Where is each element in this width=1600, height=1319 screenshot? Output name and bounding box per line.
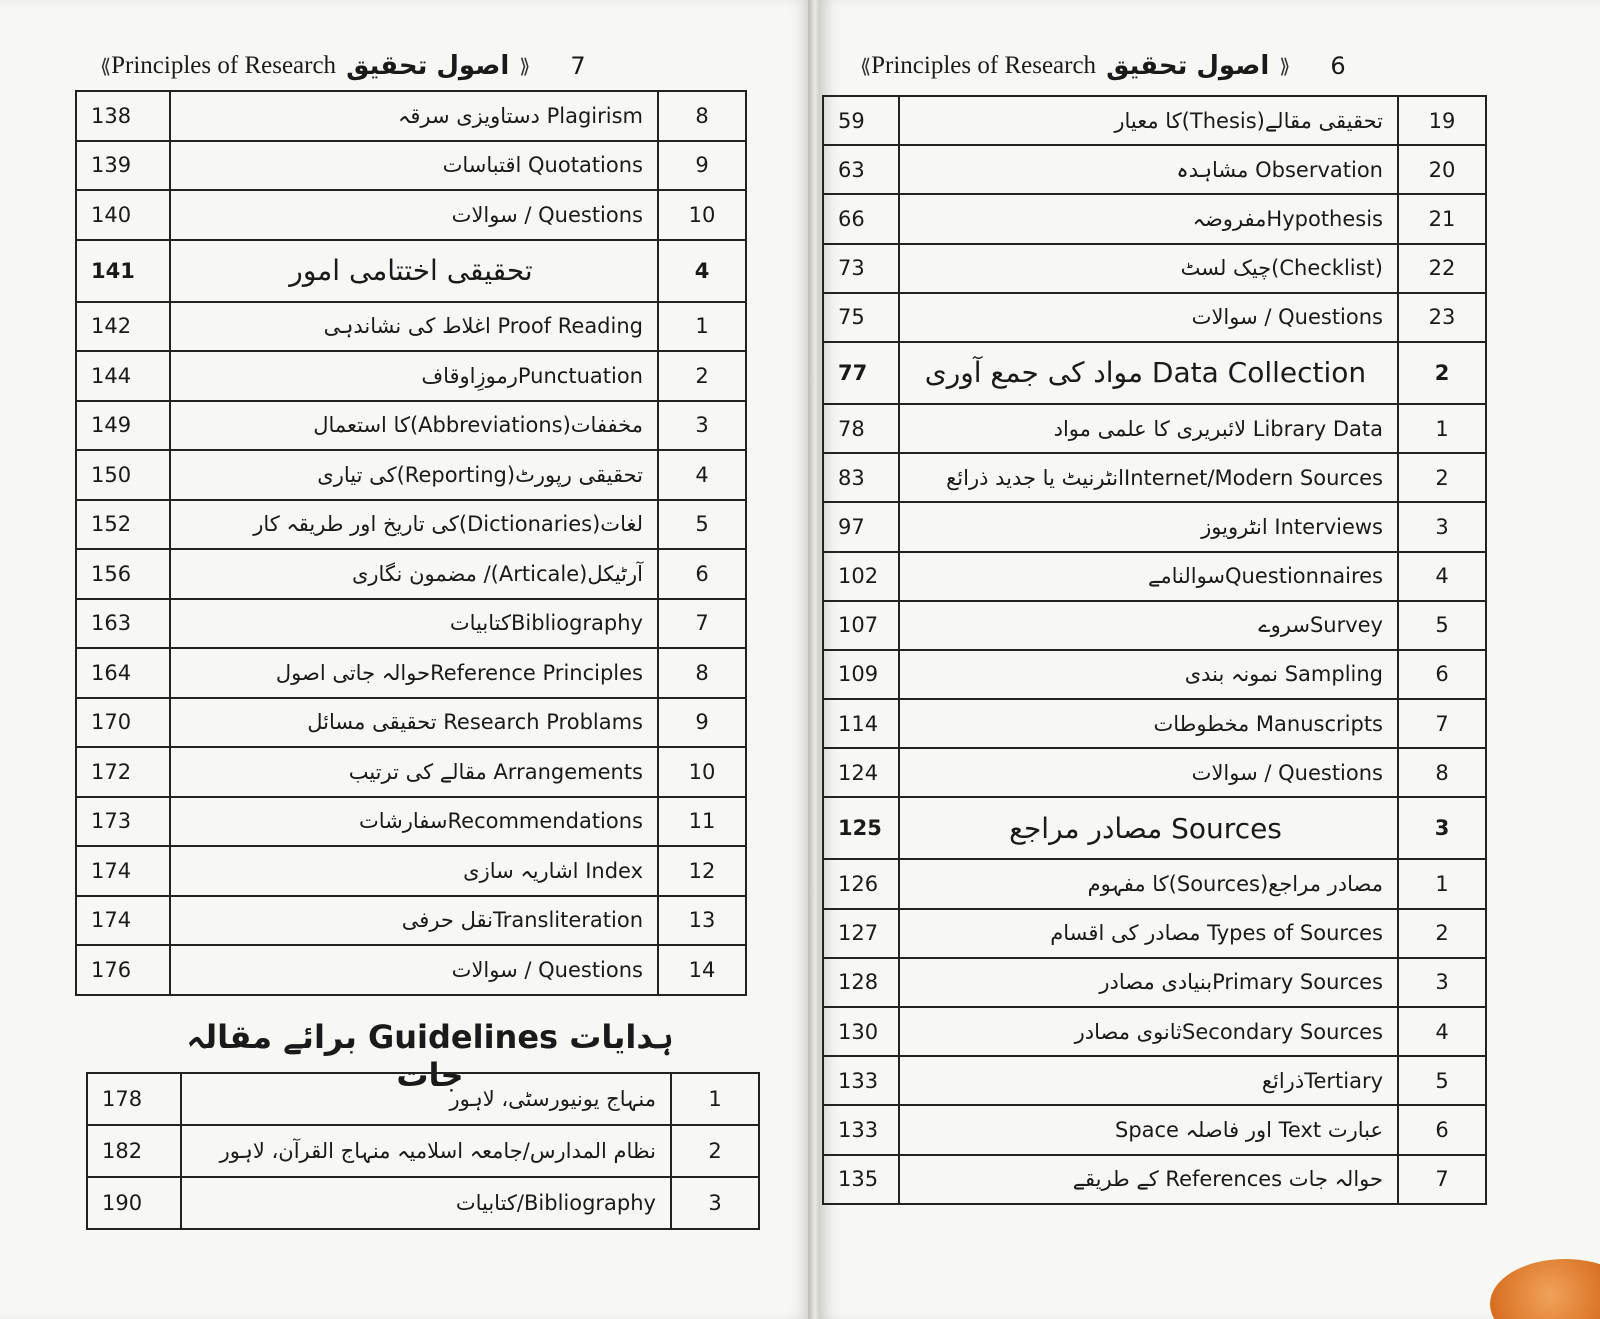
- section-heading-row: [823, 797, 1486, 859]
- ornament-icon: ⟫: [519, 54, 531, 78]
- entry-title-cell: Interviews انٹرویوز: [899, 502, 1398, 551]
- entry-number-cell: 4: [1398, 1007, 1486, 1056]
- entry-title-cell: عبارت Text اور فاصلہ Space: [899, 1105, 1398, 1154]
- entry-title-cell: Questions / سوالات: [899, 748, 1398, 797]
- entry-number-cell: 1: [1398, 859, 1486, 908]
- page-number-cell: 140: [76, 190, 170, 240]
- section-title-cell: Sources مصادر مراجع: [899, 797, 1398, 859]
- page-number-cell: 139: [76, 141, 170, 191]
- guidelines-heading: ہدایات Guidelines برائے مقالہ جات: [186, 1018, 674, 1094]
- page-number-cell: 78: [823, 404, 899, 453]
- entry-number-cell: 2: [1398, 342, 1486, 404]
- entry-number-cell: 7: [1398, 699, 1486, 748]
- page-number-cell: 164: [76, 648, 170, 698]
- page-number-cell: 172: [76, 747, 170, 797]
- page-number-cell: 133: [823, 1056, 899, 1105]
- ornament-icon: ⟪: [100, 54, 112, 78]
- entry-number-cell: 8: [1398, 748, 1486, 797]
- page-number-cell: 66: [823, 194, 899, 243]
- entry-title-cell: مصادر مراجع(Sources)کا مفہوم: [899, 859, 1398, 908]
- entry-title-cell: Quotations اقتباسات: [170, 141, 658, 191]
- page-number-cell: 133: [823, 1105, 899, 1154]
- entry-title-cell: Primary Sourcesبنیادی مصادر: [899, 958, 1398, 1007]
- page-number-cell: 114: [823, 699, 899, 748]
- entry-number-cell: 2: [658, 351, 746, 401]
- page-number-cell: 128: [823, 958, 899, 1007]
- entry-number-cell: 5: [1398, 1056, 1486, 1105]
- entry-number-cell: 1: [671, 1073, 759, 1125]
- page-number-cell: 182: [87, 1125, 181, 1177]
- section-title-cell: Data Collection مواد کی جمع آوری: [899, 342, 1398, 404]
- stain-mark: [1490, 1259, 1600, 1319]
- page-number-cell: 77: [823, 342, 899, 404]
- entry-number-cell: 19: [1398, 96, 1486, 145]
- entry-title-cell: Secondary Sourcesثانوی مصادر: [899, 1007, 1398, 1056]
- entry-title-cell: (Checklist)چیک لسٹ: [899, 244, 1398, 293]
- toc-row: [823, 293, 1486, 342]
- page-number: 7: [570, 52, 586, 80]
- page-number-cell: 107: [823, 601, 899, 650]
- toc-row: [823, 859, 1486, 908]
- toc-row: [76, 648, 746, 698]
- toc-row: [76, 797, 746, 847]
- page-number-cell: 170: [76, 698, 170, 748]
- entry-title-cell: تحقیقی رپورٹ(Reporting)کی تیاری: [170, 450, 658, 500]
- book-title-ur: اصول تحقیق: [1106, 51, 1270, 81]
- toc-row: [76, 401, 746, 451]
- entry-number-cell: 23: [1398, 293, 1486, 342]
- entry-number-cell: 3: [1398, 502, 1486, 551]
- ornament-icon: ⟪: [860, 54, 872, 78]
- entry-number-cell: 12: [658, 846, 746, 896]
- toc-row: [87, 1073, 759, 1125]
- toc-row: [76, 190, 746, 240]
- toc-row: [823, 552, 1486, 601]
- entry-title-cell: Questions / سوالات: [899, 293, 1398, 342]
- entry-title-cell: Tertiaryذرائع: [899, 1056, 1398, 1105]
- left-page-header: [100, 42, 680, 90]
- page-number-cell: 126: [823, 859, 899, 908]
- page-number-cell: 135: [823, 1155, 899, 1204]
- toc-row: [823, 453, 1486, 502]
- entry-title-cell: منہاج یونیورسٹی، لاہور: [181, 1073, 671, 1125]
- toc-row: [76, 351, 746, 401]
- entry-title-cell: آرٹیکل(Articale)/ مضمون نگاری: [170, 549, 658, 599]
- toc-row: [823, 194, 1486, 243]
- toc-row: [87, 1125, 759, 1177]
- toc-row: [823, 502, 1486, 551]
- page-number-cell: 63: [823, 145, 899, 194]
- entry-number-cell: 4: [658, 450, 746, 500]
- toc-row: [76, 846, 746, 896]
- page-number-cell: 156: [76, 549, 170, 599]
- entry-title-cell: حوالہ جات References کے طریقے: [899, 1155, 1398, 1204]
- entry-title-cell: Punctuationرموزِاوقاف: [170, 351, 658, 401]
- entry-number-cell: 10: [658, 190, 746, 240]
- entry-title-cell: Observation مشاہدہ: [899, 145, 1398, 194]
- book-title-ur: اصول تحقیق: [346, 51, 510, 81]
- page-number-cell: 75: [823, 293, 899, 342]
- page-number-cell: 174: [76, 896, 170, 946]
- entry-number-cell: 10: [658, 747, 746, 797]
- toc-row: [823, 1007, 1486, 1056]
- entry-number-cell: 3: [671, 1177, 759, 1229]
- entry-title-cell: Internet/Modern Sourcesانٹرنیٹ یا جدید ذرائع: [899, 453, 1398, 502]
- entry-number-cell: 6: [1398, 1105, 1486, 1154]
- entry-number-cell: 2: [671, 1125, 759, 1177]
- toc-row: [76, 747, 746, 797]
- entry-number-cell: 22: [1398, 244, 1486, 293]
- page-number-cell: 144: [76, 351, 170, 401]
- entry-title-cell: تحقیقی مقالے(Thesis)کا معیار: [899, 96, 1398, 145]
- page-number-cell: 97: [823, 502, 899, 551]
- entry-number-cell: 4: [1398, 552, 1486, 601]
- toc-row: [87, 1177, 759, 1229]
- book-title-en: Principles of Research: [871, 52, 1097, 79]
- toc-row: [76, 500, 746, 550]
- page-number-cell: 59: [823, 96, 899, 145]
- toc-table-left: [75, 90, 747, 996]
- entry-number-cell: 7: [658, 599, 746, 649]
- entry-number-cell: 6: [658, 549, 746, 599]
- toc-row: [823, 244, 1486, 293]
- entry-number-cell: 3: [658, 401, 746, 451]
- entry-number-cell: 8: [658, 91, 746, 141]
- page-number-cell: 163: [76, 599, 170, 649]
- page-number-cell: 176: [76, 945, 170, 995]
- toc-row: [823, 1155, 1486, 1204]
- entry-number-cell: 1: [658, 302, 746, 352]
- toc-row: [823, 650, 1486, 699]
- section-heading-row: [76, 240, 746, 302]
- entry-title-cell: Questionnairesسوالنامے: [899, 552, 1398, 601]
- page-number-cell: 142: [76, 302, 170, 352]
- book-title-en: Principles of Research: [111, 52, 337, 79]
- entry-title-cell: Recommendationsسفارشات: [170, 797, 658, 847]
- page-number-cell: 174: [76, 846, 170, 896]
- entry-title-cell: Arrangements مقالے کی ترتیب: [170, 747, 658, 797]
- page-number-cell: 173: [76, 797, 170, 847]
- entry-number-cell: 20: [1398, 145, 1486, 194]
- entry-number-cell: 5: [658, 500, 746, 550]
- toc-row: [823, 748, 1486, 797]
- entry-number-cell: 13: [658, 896, 746, 946]
- entry-title-cell: Library Data لائبریری کا علمی مواد: [899, 404, 1398, 453]
- toc-row: [76, 91, 746, 141]
- toc-row: [76, 549, 746, 599]
- toc-table-right: [822, 95, 1487, 1205]
- entry-number-cell: 2: [1398, 453, 1486, 502]
- toc-row: [823, 404, 1486, 453]
- toc-row: [76, 599, 746, 649]
- toc-row: [823, 699, 1486, 748]
- section-title-cell: تحقیقی اختتامی امور: [170, 240, 658, 302]
- entry-title-cell: Manuscripts مخطوطات: [899, 699, 1398, 748]
- entry-title-cell: لغات(Dictionaries)کی تاریخ اور طریقہ کار: [170, 500, 658, 550]
- page-number: 6: [1330, 52, 1346, 80]
- entry-title-cell: نظام المدارس/جامعہ اسلامیہ منہاج القرآن، لاہور: [181, 1125, 671, 1177]
- toc-row: [823, 1105, 1486, 1154]
- toc-row: [76, 945, 746, 995]
- entry-title-cell: Questions / سوالات: [170, 945, 658, 995]
- toc-row: [76, 896, 746, 946]
- entry-title-cell: Types of Sources مصادر کی اقسام: [899, 909, 1398, 958]
- entry-title-cell: Bibliographyکتابیات: [170, 599, 658, 649]
- toc-row: [76, 698, 746, 748]
- page-number-cell: 152: [76, 500, 170, 550]
- entry-number-cell: 14: [658, 945, 746, 995]
- toc-row: [823, 601, 1486, 650]
- entry-number-cell: 6: [1398, 650, 1486, 699]
- page-number-cell: 124: [823, 748, 899, 797]
- ornament-icon: ⟫: [1279, 54, 1291, 78]
- guidelines-table: [86, 1072, 760, 1230]
- toc-row: [823, 909, 1486, 958]
- toc-row: [76, 141, 746, 191]
- page-number-cell: 130: [823, 1007, 899, 1056]
- page-number-cell: 178: [87, 1073, 181, 1125]
- entry-title-cell: Hypothesisمفروضہ: [899, 194, 1398, 243]
- entry-title-cell: مخففات(Abbreviations)کا استعمال: [170, 401, 658, 451]
- entry-title-cell: Proof Reading اغلاط کی نشاندہی: [170, 302, 658, 352]
- page-number-cell: 190: [87, 1177, 181, 1229]
- entry-title-cell: Transliterationنقل حرفی: [170, 896, 658, 946]
- entry-title-cell: Reference Principlesحوالہ جاتی اصول: [170, 648, 658, 698]
- entry-title-cell: Questions / سوالات: [170, 190, 658, 240]
- page-number-cell: 138: [76, 91, 170, 141]
- entry-number-cell: 21: [1398, 194, 1486, 243]
- entry-title-cell: Sampling نمونہ بندی: [899, 650, 1398, 699]
- right-page-header: [860, 42, 1420, 90]
- toc-row: [76, 450, 746, 500]
- page-number-cell: 109: [823, 650, 899, 699]
- page-number-cell: 150: [76, 450, 170, 500]
- page-number-cell: 83: [823, 453, 899, 502]
- toc-row: [823, 958, 1486, 1007]
- page-number-cell: 149: [76, 401, 170, 451]
- entry-title-cell: Research Problams تحقیقی مسائل: [170, 698, 658, 748]
- toc-row: [823, 145, 1486, 194]
- entry-title-cell: Index اشاریہ سازی: [170, 846, 658, 896]
- right-page: [820, 0, 1600, 1319]
- page-number-cell: 125: [823, 797, 899, 859]
- entry-number-cell: 4: [658, 240, 746, 302]
- entry-number-cell: 2: [1398, 909, 1486, 958]
- page-number-cell: 127: [823, 909, 899, 958]
- entry-title-cell: Bibliography/کتابیات: [181, 1177, 671, 1229]
- toc-row: [823, 1056, 1486, 1105]
- entry-number-cell: 9: [658, 698, 746, 748]
- entry-number-cell: 5: [1398, 601, 1486, 650]
- toc-row: [76, 302, 746, 352]
- entry-number-cell: 9: [658, 141, 746, 191]
- page-number-cell: 102: [823, 552, 899, 601]
- section-heading-row: [823, 342, 1486, 404]
- page-number-cell: 141: [76, 240, 170, 302]
- page-number-cell: 73: [823, 244, 899, 293]
- entry-number-cell: 3: [1398, 797, 1486, 859]
- entry-number-cell: 3: [1398, 958, 1486, 1007]
- toc-row: [823, 96, 1486, 145]
- entry-number-cell: 11: [658, 797, 746, 847]
- entry-title-cell: Plagirism دستاویزی سرقہ: [170, 91, 658, 141]
- entry-number-cell: 7: [1398, 1155, 1486, 1204]
- entry-number-cell: 1: [1398, 404, 1486, 453]
- entry-title-cell: Surveyسروے: [899, 601, 1398, 650]
- entry-number-cell: 8: [658, 648, 746, 698]
